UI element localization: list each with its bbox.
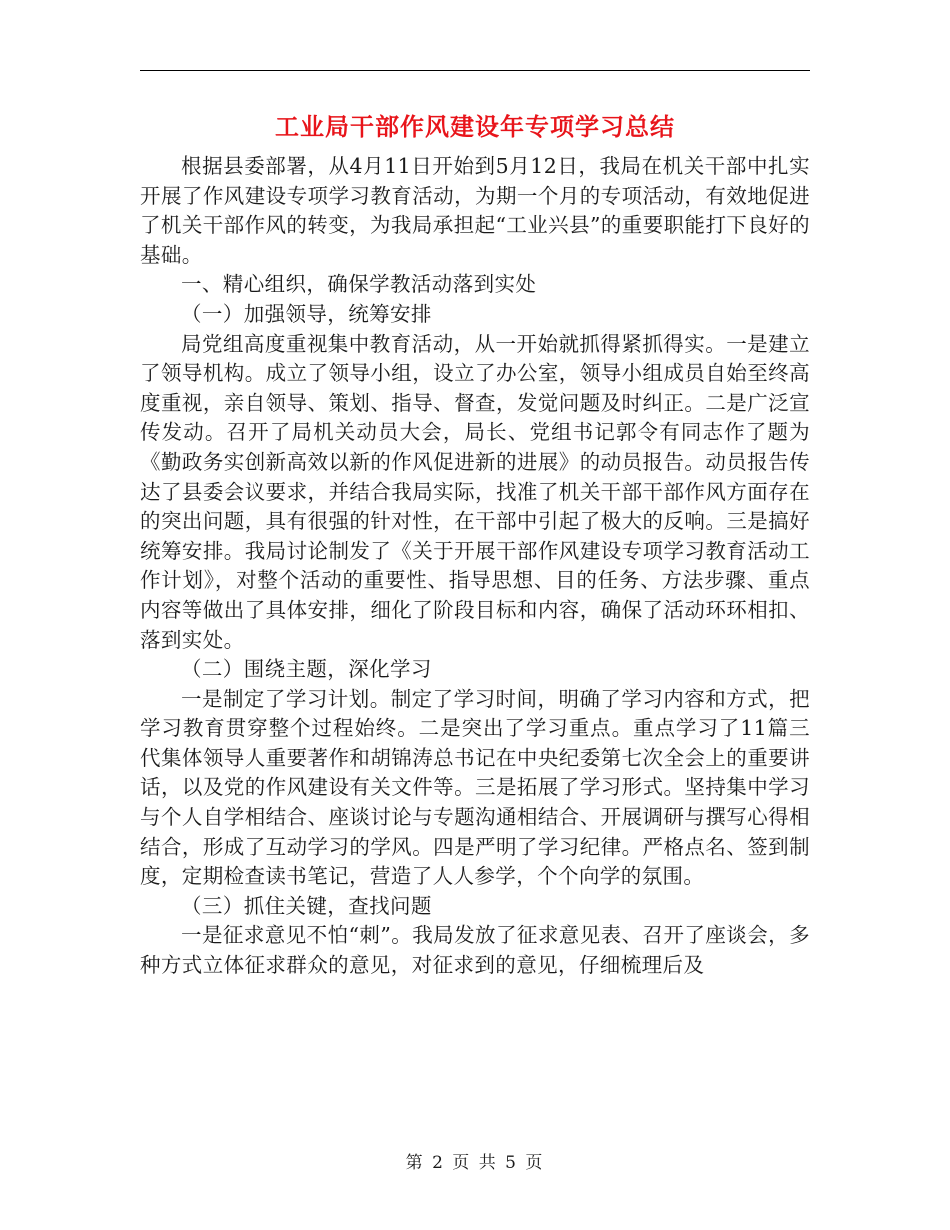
subsection-heading-1: （一）加强领导，统筹安排 <box>181 301 432 326</box>
document-title: 工业局干部作风建设年专项学习总结 <box>275 112 675 141</box>
paragraph-leadership: 局党组高度重视集中教育活动，从一开始就抓得紧抓得实。一是建立了领导机构。成立了领导小组，设立了办公室，领导小组成员自始至终高度重视，亲自领导、策划、指导、督查，发觉问题及时纠正。二是广泛宣传发动。召开了局机关动员大会，局长、党组书记郭令有同志作了题为《勤政务实创新高效以新的作风促进新的进展》的动员报告。动员报告传达了县委会议要求，并结合我局实际，找准了机关干部干部作风方面存在的突出问题，具有很强的针对性，在干部中引起了极大的反响。三是搞好统筹安排。我局讨论制发了《关于开展干部作风建设专项学习教育活动工作计划》，对整个活动的重要性、指导思想、目的任务、方法步骤、重点内容等做出了具体安排，细化了阶段目标和内容，确保了活动环环相扣、落到实处。 <box>140 331 810 652</box>
subsection-heading-2: （二）围绕主题，深化学习 <box>181 657 432 682</box>
page-number-footer: 第 2 页 共 5 页 <box>405 1153 545 1173</box>
header-rule <box>140 70 810 71</box>
paragraph-study: 一是制定了学习计划。制定了学习时间，明确了学习内容和方式，把学习教育贯穿整个过程始终。二是突出了学习重点。重点学习了11篇三代集体领导人重要著作和胡锦涛总书记在中央纪委第七次全会上的重要讲话，以及党的作风建设有关文件等。三是拓展了学习形式。坚持集中学习与个人自学相结合、座谈讨论与专题沟通相结合、开展调研与撰写心得相结合，形成了互动学习的学风。四是严明了学习纪律。严格点名、签到制度，定期检查读书笔记，营造了人人参学，个个向学的氛围。 <box>140 686 810 889</box>
paragraph-intro: 根据县委部署，从4月11日开始到5月12日，我局在机关干部中扎实开展了作风建设专项学习教育活动，为期一个月的专项活动，有效地促进了机关干部作风的转变，为我局承担起“工业兴县”的重要职能打下良好的基础。 <box>140 154 810 267</box>
paragraph-problems: 一是征求意见不怕“刺”。我局发放了征求意见表、召开了座谈会，多种方式立体征求群众的意见，对征求到的意见，仔细梳理后及 <box>140 923 810 978</box>
subsection-heading-3: （三）抓住关键，查找问题 <box>181 893 432 918</box>
section-heading-1: 一、精心组织，确保学教活动落到实处 <box>181 272 537 297</box>
document-body <box>140 152 810 981</box>
